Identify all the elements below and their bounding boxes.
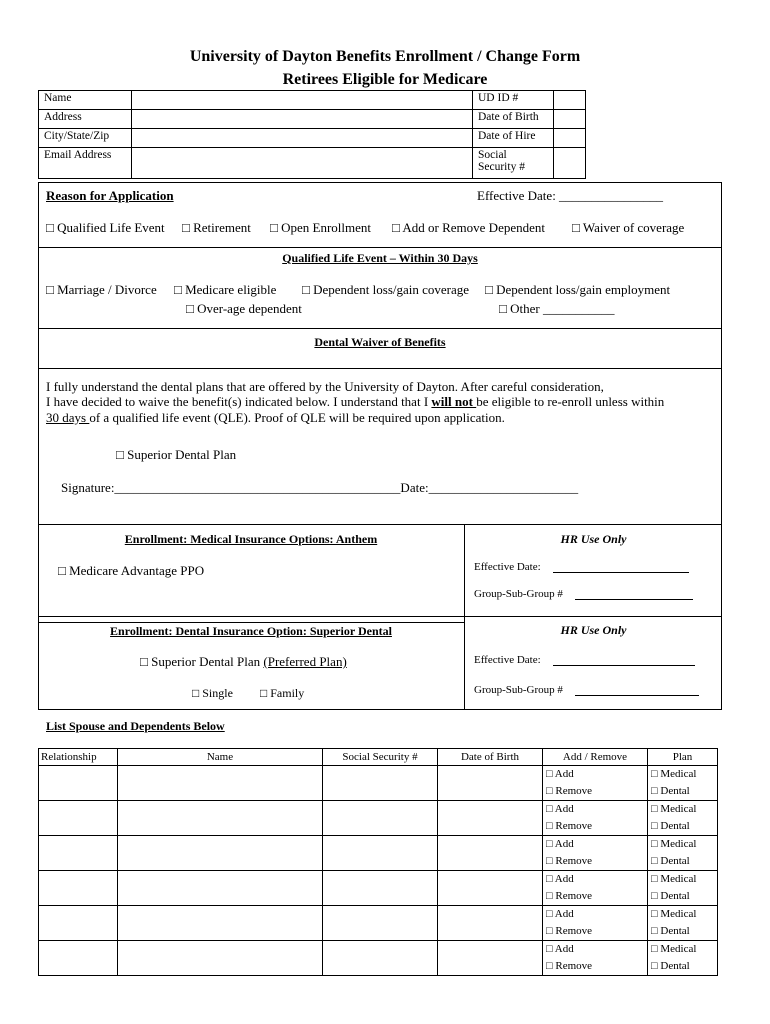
form-subtitle: Retirees Eligible for Medicare bbox=[282, 71, 488, 88]
waiver-heading: Dental Waiver of Benefits bbox=[314, 335, 446, 349]
add-remove-cell bbox=[543, 836, 648, 871]
checkbox-waive-superior-dental[interactable]: □ Superior Dental Plan bbox=[116, 447, 237, 462]
checkbox-family[interactable]: □ Family bbox=[260, 686, 305, 700]
city-field[interactable] bbox=[132, 129, 473, 148]
ssn-cell[interactable] bbox=[323, 906, 438, 941]
checkbox-medicare-advantage-ppo[interactable]: □ Medicare Advantage PPO bbox=[58, 563, 205, 578]
name-cell[interactable] bbox=[118, 941, 323, 976]
checkbox-remove[interactable]: □ Remove bbox=[546, 785, 593, 797]
dependents-table bbox=[38, 748, 718, 976]
email-field[interactable] bbox=[132, 148, 473, 179]
name-cell[interactable] bbox=[118, 906, 323, 941]
checkbox-medical[interactable]: □ Medical bbox=[651, 873, 697, 885]
checkbox-open-enrollment[interactable]: □ Open Enrollment bbox=[270, 220, 371, 235]
add-remove-cell bbox=[543, 906, 648, 941]
medical-effective-date-line[interactable] bbox=[553, 572, 689, 573]
city-label: City/State/Zip bbox=[39, 129, 132, 148]
checkbox-add[interactable]: □ Add bbox=[546, 873, 574, 885]
waiver-paragraph-line2 bbox=[46, 394, 664, 410]
name-cell[interactable] bbox=[118, 801, 323, 836]
name-field[interactable] bbox=[132, 91, 473, 110]
relationship-cell[interactable] bbox=[39, 941, 118, 976]
relationship-cell[interactable] bbox=[39, 906, 118, 941]
checkbox-dental[interactable]: □ Dental bbox=[651, 820, 690, 832]
ssn-label-line2: Security # bbox=[478, 161, 525, 173]
checkbox-dental[interactable]: □ Dental bbox=[651, 925, 690, 937]
col-add-remove: Add / Remove bbox=[543, 749, 648, 766]
address-field[interactable] bbox=[132, 110, 473, 129]
ssn-cell[interactable] bbox=[323, 766, 438, 801]
personal-info-table bbox=[38, 90, 586, 179]
checkbox-add[interactable]: □ Add bbox=[546, 908, 574, 920]
name-label: Name bbox=[39, 91, 132, 110]
checkbox-dependent-coverage[interactable]: □ Dependent loss/gain coverage bbox=[302, 282, 470, 297]
name-cell[interactable] bbox=[118, 766, 323, 801]
checkbox-add[interactable]: □ Add bbox=[546, 803, 574, 815]
ssn-cell[interactable] bbox=[323, 941, 438, 976]
checkbox-retirement[interactable]: □ Retirement bbox=[182, 220, 251, 235]
medical-effective-date-label: Effective Date: bbox=[474, 561, 541, 573]
checkbox-add[interactable]: □ Add bbox=[546, 838, 574, 850]
relationship-cell[interactable] bbox=[39, 836, 118, 871]
doh-label: Date of Hire bbox=[473, 129, 554, 148]
relationship-cell[interactable] bbox=[39, 801, 118, 836]
email-label: Email Address bbox=[39, 148, 132, 179]
checkbox-remove[interactable]: □ Remove bbox=[546, 960, 593, 972]
signature-date-line[interactable]: Signature:____________________________________________Date:_______________________ bbox=[61, 480, 579, 495]
ssn-cell[interactable] bbox=[323, 836, 438, 871]
checkbox-dental[interactable]: □ Dental bbox=[651, 890, 690, 902]
dental-heading: Enrollment: Dental Insurance Option: Superior Dental bbox=[110, 624, 392, 638]
preferred-plan-label: (Preferred Plan) bbox=[263, 654, 347, 669]
checkbox-add[interactable]: □ Add bbox=[546, 768, 574, 780]
plan-cell bbox=[648, 871, 718, 906]
table-row bbox=[39, 941, 718, 976]
table-row bbox=[39, 906, 718, 941]
ssn-label-line1: Social bbox=[478, 149, 507, 161]
checkbox-remove[interactable]: □ Remove bbox=[546, 925, 593, 937]
checkbox-medical[interactable]: □ Medical bbox=[651, 943, 697, 955]
dob-label: Date of Birth bbox=[473, 110, 554, 129]
form-title: University of Dayton Benefits Enrollment / Change Form bbox=[189, 48, 581, 65]
dental-hr-use-only: HR Use Only bbox=[560, 623, 627, 637]
checkbox-medical[interactable]: □ Medical bbox=[651, 838, 697, 850]
checkbox-qualified-life-event[interactable]: □ Qualified Life Event bbox=[46, 220, 165, 235]
dental-group-line[interactable] bbox=[575, 695, 699, 696]
dependents-heading: List Spouse and Dependents Below bbox=[46, 719, 225, 733]
checkbox-dental[interactable]: □ Dental bbox=[651, 855, 690, 867]
dob-cell[interactable] bbox=[438, 941, 543, 976]
table-row bbox=[39, 836, 718, 871]
superior-dental-label: □ Superior Dental Plan bbox=[140, 654, 264, 669]
dob-cell[interactable] bbox=[438, 766, 543, 801]
checkbox-medical[interactable]: □ Medical bbox=[651, 803, 697, 815]
plan-cell bbox=[648, 766, 718, 801]
relationship-cell[interactable] bbox=[39, 766, 118, 801]
table-row bbox=[39, 801, 718, 836]
col-plan: Plan bbox=[648, 749, 718, 766]
doh-field[interactable] bbox=[554, 129, 586, 148]
waiver-paragraph-line3 bbox=[46, 410, 505, 426]
add-remove-cell bbox=[543, 766, 648, 801]
checkbox-remove[interactable]: □ Remove bbox=[546, 820, 593, 832]
checkbox-single[interactable]: □ Single bbox=[192, 686, 233, 700]
ssn-cell[interactable] bbox=[323, 801, 438, 836]
add-remove-cell bbox=[543, 941, 648, 976]
dob-cell[interactable] bbox=[438, 906, 543, 941]
qle-heading: Qualified Life Event – Within 30 Days bbox=[282, 251, 478, 265]
ssn-field[interactable] bbox=[554, 148, 586, 179]
col-dob: Date of Birth bbox=[438, 749, 543, 766]
address-label: Address bbox=[39, 110, 132, 129]
plan-cell bbox=[648, 906, 718, 941]
dental-effective-date-label: Effective Date: bbox=[474, 654, 541, 666]
checkbox-medical[interactable]: □ Medical bbox=[651, 908, 697, 920]
checkbox-remove[interactable]: □ Remove bbox=[546, 855, 593, 867]
plan-cell bbox=[648, 801, 718, 836]
will-not-emphasis: will not bbox=[431, 394, 477, 409]
udid-label: UD ID # bbox=[473, 91, 554, 110]
waiver-text-d: of a qualified life event (QLE). Proof of QLE will be required upon application. bbox=[89, 410, 505, 425]
checkbox-marriage-divorce[interactable]: □ Marriage / Divorce bbox=[46, 282, 157, 297]
medical-heading: Enrollment: Medical Insurance Options: Anthem bbox=[124, 532, 378, 546]
thirty-days: 30 days bbox=[46, 410, 90, 425]
checkbox-other[interactable]: □ Other ___________ bbox=[499, 301, 615, 316]
reason-heading: Reason for Application bbox=[46, 188, 174, 203]
checkbox-remove[interactable]: □ Remove bbox=[546, 890, 593, 902]
plan-cell bbox=[648, 836, 718, 871]
medical-hr-use-only: HR Use Only bbox=[560, 532, 627, 546]
col-ssn: Social Security # bbox=[323, 749, 438, 766]
effective-date-field[interactable]: Effective Date: ________________ bbox=[477, 188, 664, 203]
dob-cell[interactable] bbox=[438, 871, 543, 906]
dental-effective-date-line[interactable] bbox=[553, 665, 695, 666]
checkbox-superior-dental-plan[interactable] bbox=[140, 654, 347, 670]
checkbox-medical[interactable]: □ Medical bbox=[651, 768, 697, 780]
dental-group-label: Group-Sub-Group # bbox=[474, 684, 563, 696]
table-row bbox=[39, 766, 718, 801]
table-row bbox=[39, 871, 718, 906]
plan-cell bbox=[648, 941, 718, 976]
checkbox-dental[interactable]: □ Dental bbox=[651, 960, 690, 972]
ssn-label bbox=[473, 148, 554, 179]
waiver-paragraph-line1: I fully understand the dental plans that are offered by the University of Dayton. After careful consideration, bbox=[46, 379, 604, 394]
medical-group-label: Group-Sub-Group # bbox=[474, 588, 563, 600]
add-remove-cell bbox=[543, 871, 648, 906]
checkbox-waiver-of-coverage[interactable]: □ Waiver of coverage bbox=[572, 220, 685, 235]
name-cell[interactable] bbox=[118, 836, 323, 871]
checkbox-dental[interactable]: □ Dental bbox=[651, 785, 690, 797]
waiver-text-a: I have decided to waive the benefit(s) indicated below. I understand that I bbox=[46, 394, 432, 409]
checkbox-add[interactable]: □ Add bbox=[546, 943, 574, 955]
checkbox-medicare-eligible[interactable]: □ Medicare eligible bbox=[174, 282, 277, 297]
checkbox-dependent-employment[interactable]: □ Dependent loss/gain employment bbox=[485, 282, 671, 297]
ssn-cell[interactable] bbox=[323, 871, 438, 906]
col-relationship: Relationship bbox=[39, 749, 118, 766]
dob-field[interactable] bbox=[554, 110, 586, 129]
udid-field[interactable] bbox=[554, 91, 586, 110]
dob-cell[interactable] bbox=[438, 801, 543, 836]
checkbox-overage-dependent[interactable]: □ Over-age dependent bbox=[186, 301, 302, 316]
dob-cell[interactable] bbox=[438, 836, 543, 871]
checkbox-add-remove-dependent[interactable]: □ Add or Remove Dependent bbox=[392, 220, 545, 235]
add-remove-cell bbox=[543, 801, 648, 836]
name-cell[interactable] bbox=[118, 871, 323, 906]
relationship-cell[interactable] bbox=[39, 871, 118, 906]
col-name: Name bbox=[118, 749, 323, 766]
medical-group-line[interactable] bbox=[575, 599, 693, 600]
waiver-text-c: be eligible to re-enroll unless within bbox=[476, 394, 665, 409]
